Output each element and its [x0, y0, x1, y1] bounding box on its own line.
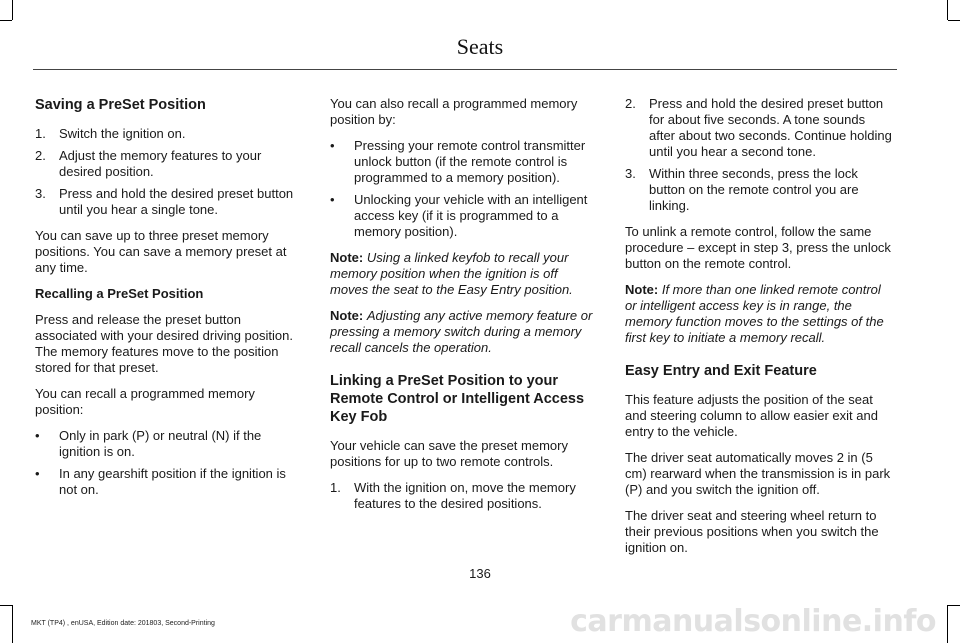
bullet-icon: •: [35, 466, 40, 481]
page-number: 136: [469, 566, 491, 581]
paragraph: The driver seat and steering wheel return to their previous positions when you switch the ignition on.: [625, 508, 879, 555]
paragraph: Press and release the preset button associated with your desired driving position. The memory features move to the position stored for that preset.: [35, 312, 293, 375]
heading-saving-preset: Saving a PreSet Position: [35, 97, 206, 113]
paragraph: You can recall a programmed memory position:: [35, 386, 255, 417]
step-number: 3.: [35, 186, 46, 201]
bullet-text: In any gearshift position if the ignition is not on.: [59, 466, 286, 497]
list-item: [330, 138, 598, 186]
header-divider: [33, 69, 897, 70]
paragraph: This feature adjusts the position of the seat and steering column to allow easier exit and entry to the vehicle.: [625, 392, 878, 439]
step-number: 2.: [625, 96, 636, 111]
list-item: [330, 192, 598, 240]
paragraph: The driver seat automatically moves 2 in (5 cm) rearward when the transmission is in park (P) and you switch the ignition off.: [625, 450, 891, 497]
note: [330, 308, 598, 356]
list-item: [35, 186, 303, 218]
step-number: 3.: [625, 166, 636, 181]
paragraph: You can also recall a programmed memory position by:: [330, 96, 578, 127]
step-text: With the ignition on, move the memory features to the desired positions.: [354, 480, 576, 511]
subheading-recalling-preset: Recalling a PreSet Position: [35, 286, 204, 301]
list-item: [625, 96, 893, 160]
crop-mark-top-left-v: [12, 0, 13, 20]
list-item: [35, 126, 303, 142]
recall-conditions-list: [35, 428, 303, 498]
bullet-icon: •: [330, 192, 335, 207]
note-text: Adjusting any active memory feature or pressing a memory switch during a memory recall cancels the operation.: [330, 308, 593, 355]
bullet-icon: •: [330, 138, 335, 153]
step-text: Press and hold the desired preset button for about five seconds. A tone sounds after about two seconds. Continue holding until you hear a second tone.: [649, 96, 892, 159]
list-item: [35, 466, 303, 498]
crop-mark-bottom-left-v: [12, 605, 13, 643]
crop-mark-bottom-right-v: [947, 605, 948, 643]
bullet-text: Unlocking your vehicle with an intelligent access key (if it is programmed to a memory position).: [354, 192, 588, 239]
note: [625, 282, 893, 346]
crop-mark-top-right-h: [948, 20, 960, 21]
crop-mark-top-left-h: [0, 20, 12, 21]
saving-steps-list: [35, 126, 303, 218]
note: [330, 250, 598, 298]
step-text: Within three seconds, press the lock button on the remote control you are linking.: [649, 166, 859, 213]
crop-mark-bottom-right-h: [948, 605, 960, 606]
step-text: Adjust the memory features to your desired position.: [59, 148, 262, 179]
step-text: Press and hold the desired preset button until you hear a single tone.: [59, 186, 294, 217]
step-number: 2.: [35, 148, 46, 163]
column-1: [35, 96, 303, 508]
paragraph: You can save up to three preset memory positions. You can save a memory preset at any time.: [35, 228, 287, 275]
paragraph: To unlink a remote control, follow the same procedure – except in step 3, press the unlock button on the remote control.: [625, 224, 891, 271]
note-label: Note:: [625, 282, 659, 297]
bullet-text: Only in park (P) or neutral (N) if the ignition is on.: [59, 428, 262, 459]
recall-methods-list: [330, 138, 598, 240]
linking-steps-continued-list: [625, 96, 893, 214]
step-number: 1.: [330, 480, 341, 495]
crop-mark-top-right-v: [947, 0, 948, 20]
footer-edition-info: MKT (TP4) , enUSA, Edition date: 201803, Second-Printing: [31, 620, 215, 627]
page-section-title: Seats: [456, 34, 504, 59]
note-label: Note:: [330, 250, 364, 265]
note-label: Note:: [330, 308, 364, 323]
step-number: 1.: [35, 126, 46, 141]
list-item: [35, 428, 303, 460]
step-text: Switch the ignition on.: [59, 126, 186, 141]
crop-mark-bottom-left-h: [0, 605, 12, 606]
note-text: Using a linked keyfob to recall your memory position when the ignition is off moves the seat to the Easy Entry position.: [330, 250, 573, 297]
watermark-logo: carmanualsonline.info: [570, 604, 936, 639]
heading-easy-entry: Easy Entry and Exit Feature: [625, 363, 817, 379]
list-item: [625, 166, 893, 214]
linking-steps-list: [330, 480, 598, 512]
column-3: [625, 96, 893, 566]
note-text: If more than one linked remote control or intelligent access key is in range, the memory function moves to the settings of the first key to initiate a memory recall.: [625, 282, 884, 345]
list-item: [35, 148, 303, 180]
bullet-icon: •: [35, 428, 40, 443]
bullet-text: Pressing your remote control transmitter unlock button (if the remote control is programmed to a memory position).: [354, 138, 586, 185]
paragraph: Your vehicle can save the preset memory positions for up to two remote controls.: [330, 438, 568, 469]
heading-linking-preset: Linking a PreSet Position to your Remote Control or Intelligent Access Key Fob: [330, 373, 585, 425]
column-2: [330, 96, 598, 522]
list-item: [330, 480, 598, 512]
